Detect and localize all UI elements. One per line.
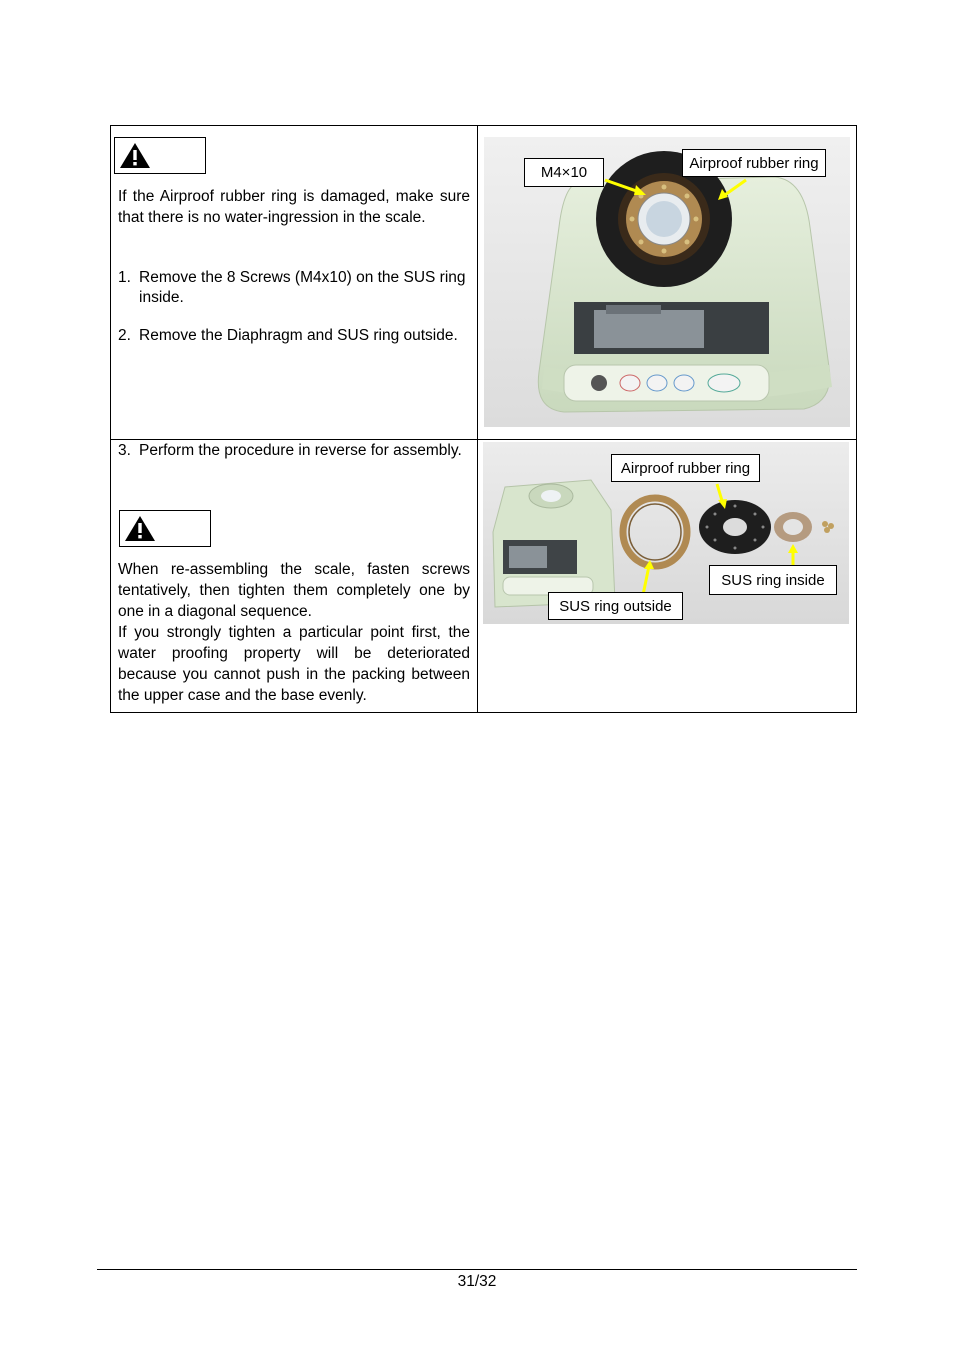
step-3-number: 3. xyxy=(118,442,131,459)
warning-2-text-1: When re-assembling the scale, fasten screws tentatively, then tighten them completely one by one in a diagonal sequence. xyxy=(118,561,470,620)
photo-disassembled-parts xyxy=(483,442,849,624)
step-1-text: Remove the 8 Screws (M4x10) on the SUS ring inside. xyxy=(139,269,466,306)
step-3-text: Perform the procedure in reverse for assembly. xyxy=(139,442,462,459)
warning-2-text-2: If you strongly tighten a particular point first, the water proofing property will be deteriorated because you cannot push in the packing between the upper case and the base evenly. xyxy=(118,624,470,704)
callout-airproof-rubber-ring: Airproof rubber ring xyxy=(682,149,826,177)
callout-sus-ring-inside: SUS ring inside xyxy=(709,565,837,595)
step-1-number: 1. xyxy=(118,269,131,286)
step-3 xyxy=(118,441,470,461)
table-row-divider xyxy=(111,439,856,440)
warning-box-1 xyxy=(114,137,206,174)
warning-icon xyxy=(119,142,151,169)
footer-rule xyxy=(97,1269,857,1270)
warning-box-2 xyxy=(119,510,211,547)
table-column-divider xyxy=(477,126,478,712)
callout-m4x10: M4×10 xyxy=(524,158,604,187)
step-2 xyxy=(118,326,470,346)
callout-sus-ring-outside: SUS ring outside xyxy=(548,592,683,620)
step-2-number: 2. xyxy=(118,327,131,344)
callout-airproof-rubber-ring-2: Airproof rubber ring xyxy=(611,454,760,482)
photo-scale-top-view xyxy=(484,137,850,427)
warning-icon xyxy=(124,515,156,542)
procedure-table xyxy=(110,125,857,713)
warning-1-text: If the Airproof rubber ring is damaged, make sure that there is no water-ingression in the scale. xyxy=(118,188,470,226)
step-1 xyxy=(118,268,470,307)
step-2-text: Remove the Diaphragm and SUS ring outside. xyxy=(139,327,458,344)
page-number: 31/32 xyxy=(457,1273,497,1290)
